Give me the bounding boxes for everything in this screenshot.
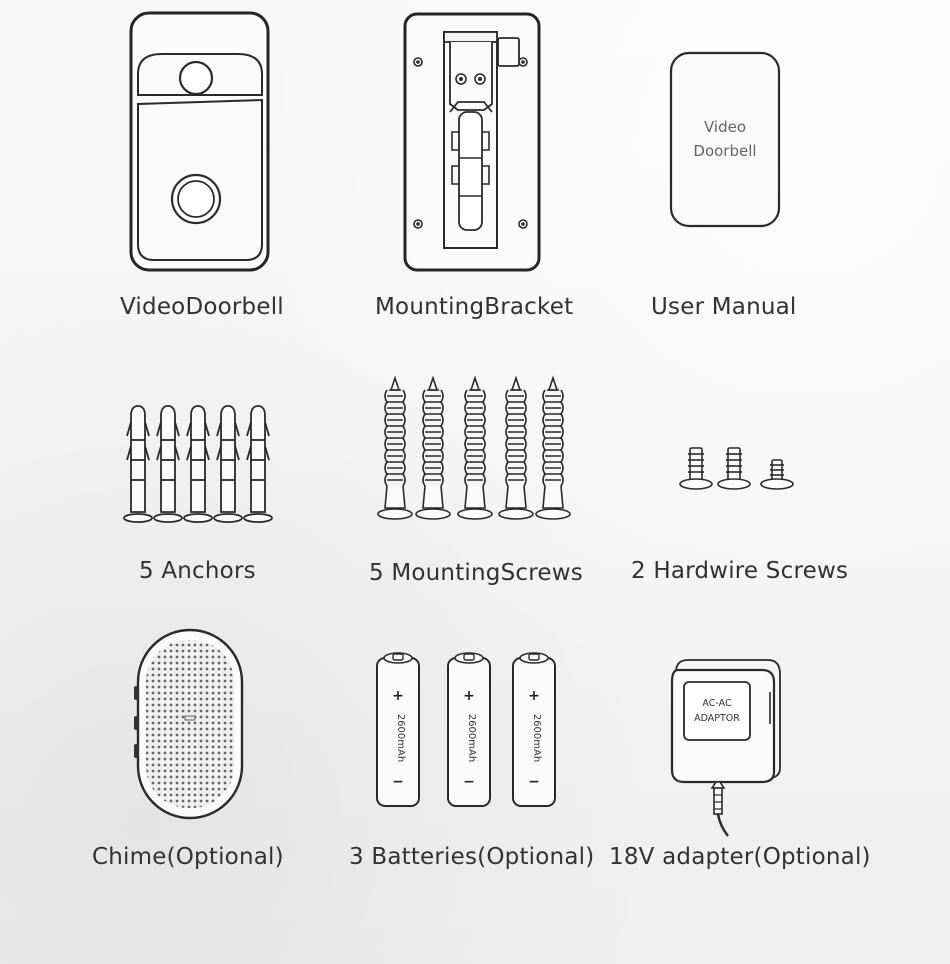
anchors-icon bbox=[118, 402, 278, 532]
video-doorbell-label: VideoDoorbell bbox=[120, 294, 284, 320]
adapter-label: 18V adapter(Optional) bbox=[609, 844, 871, 870]
hardwire-screws-label: 2 Hardwire Screws bbox=[631, 558, 849, 584]
battery1-minus-text: − bbox=[392, 774, 404, 790]
adapter-line1-text: AC-AC bbox=[702, 698, 732, 709]
batteries-icon bbox=[372, 646, 572, 811]
battery3-minus-text: − bbox=[528, 774, 540, 790]
hardwire-screws-icon bbox=[676, 440, 806, 500]
battery3-capacity-text: 2600mAh bbox=[531, 713, 542, 763]
battery1-capacity-text: 2600mAh bbox=[395, 713, 406, 763]
battery2-minus-text: − bbox=[463, 774, 475, 790]
adapter-icon bbox=[666, 652, 796, 842]
mounting-screws-label: 5 MountingScrews bbox=[369, 560, 583, 586]
chime-label: Chime(Optional) bbox=[92, 844, 284, 870]
mounting-screws-icon bbox=[375, 374, 575, 524]
battery2-capacity-text: 2600mAh bbox=[466, 713, 477, 763]
manual-line2-text: Doorbell bbox=[693, 142, 757, 160]
battery1-plus-text: + bbox=[392, 688, 404, 704]
manual-line1-text: Video bbox=[703, 118, 747, 136]
adapter-line2-text: ADAPTOR bbox=[694, 713, 740, 724]
anchors-label: 5 Anchors bbox=[139, 558, 256, 584]
mounting-bracket-icon bbox=[400, 8, 550, 278]
user-manual-label: User Manual bbox=[651, 294, 797, 320]
user-manual-icon bbox=[666, 48, 786, 233]
battery2-plus-text: + bbox=[463, 688, 475, 704]
battery3-plus-text: + bbox=[528, 688, 540, 704]
mounting-bracket-label: MountingBracket bbox=[375, 294, 574, 320]
chime-icon bbox=[132, 624, 252, 824]
video-doorbell-icon bbox=[128, 8, 278, 278]
batteries-label: 3 Batteries(Optional) bbox=[349, 844, 595, 870]
